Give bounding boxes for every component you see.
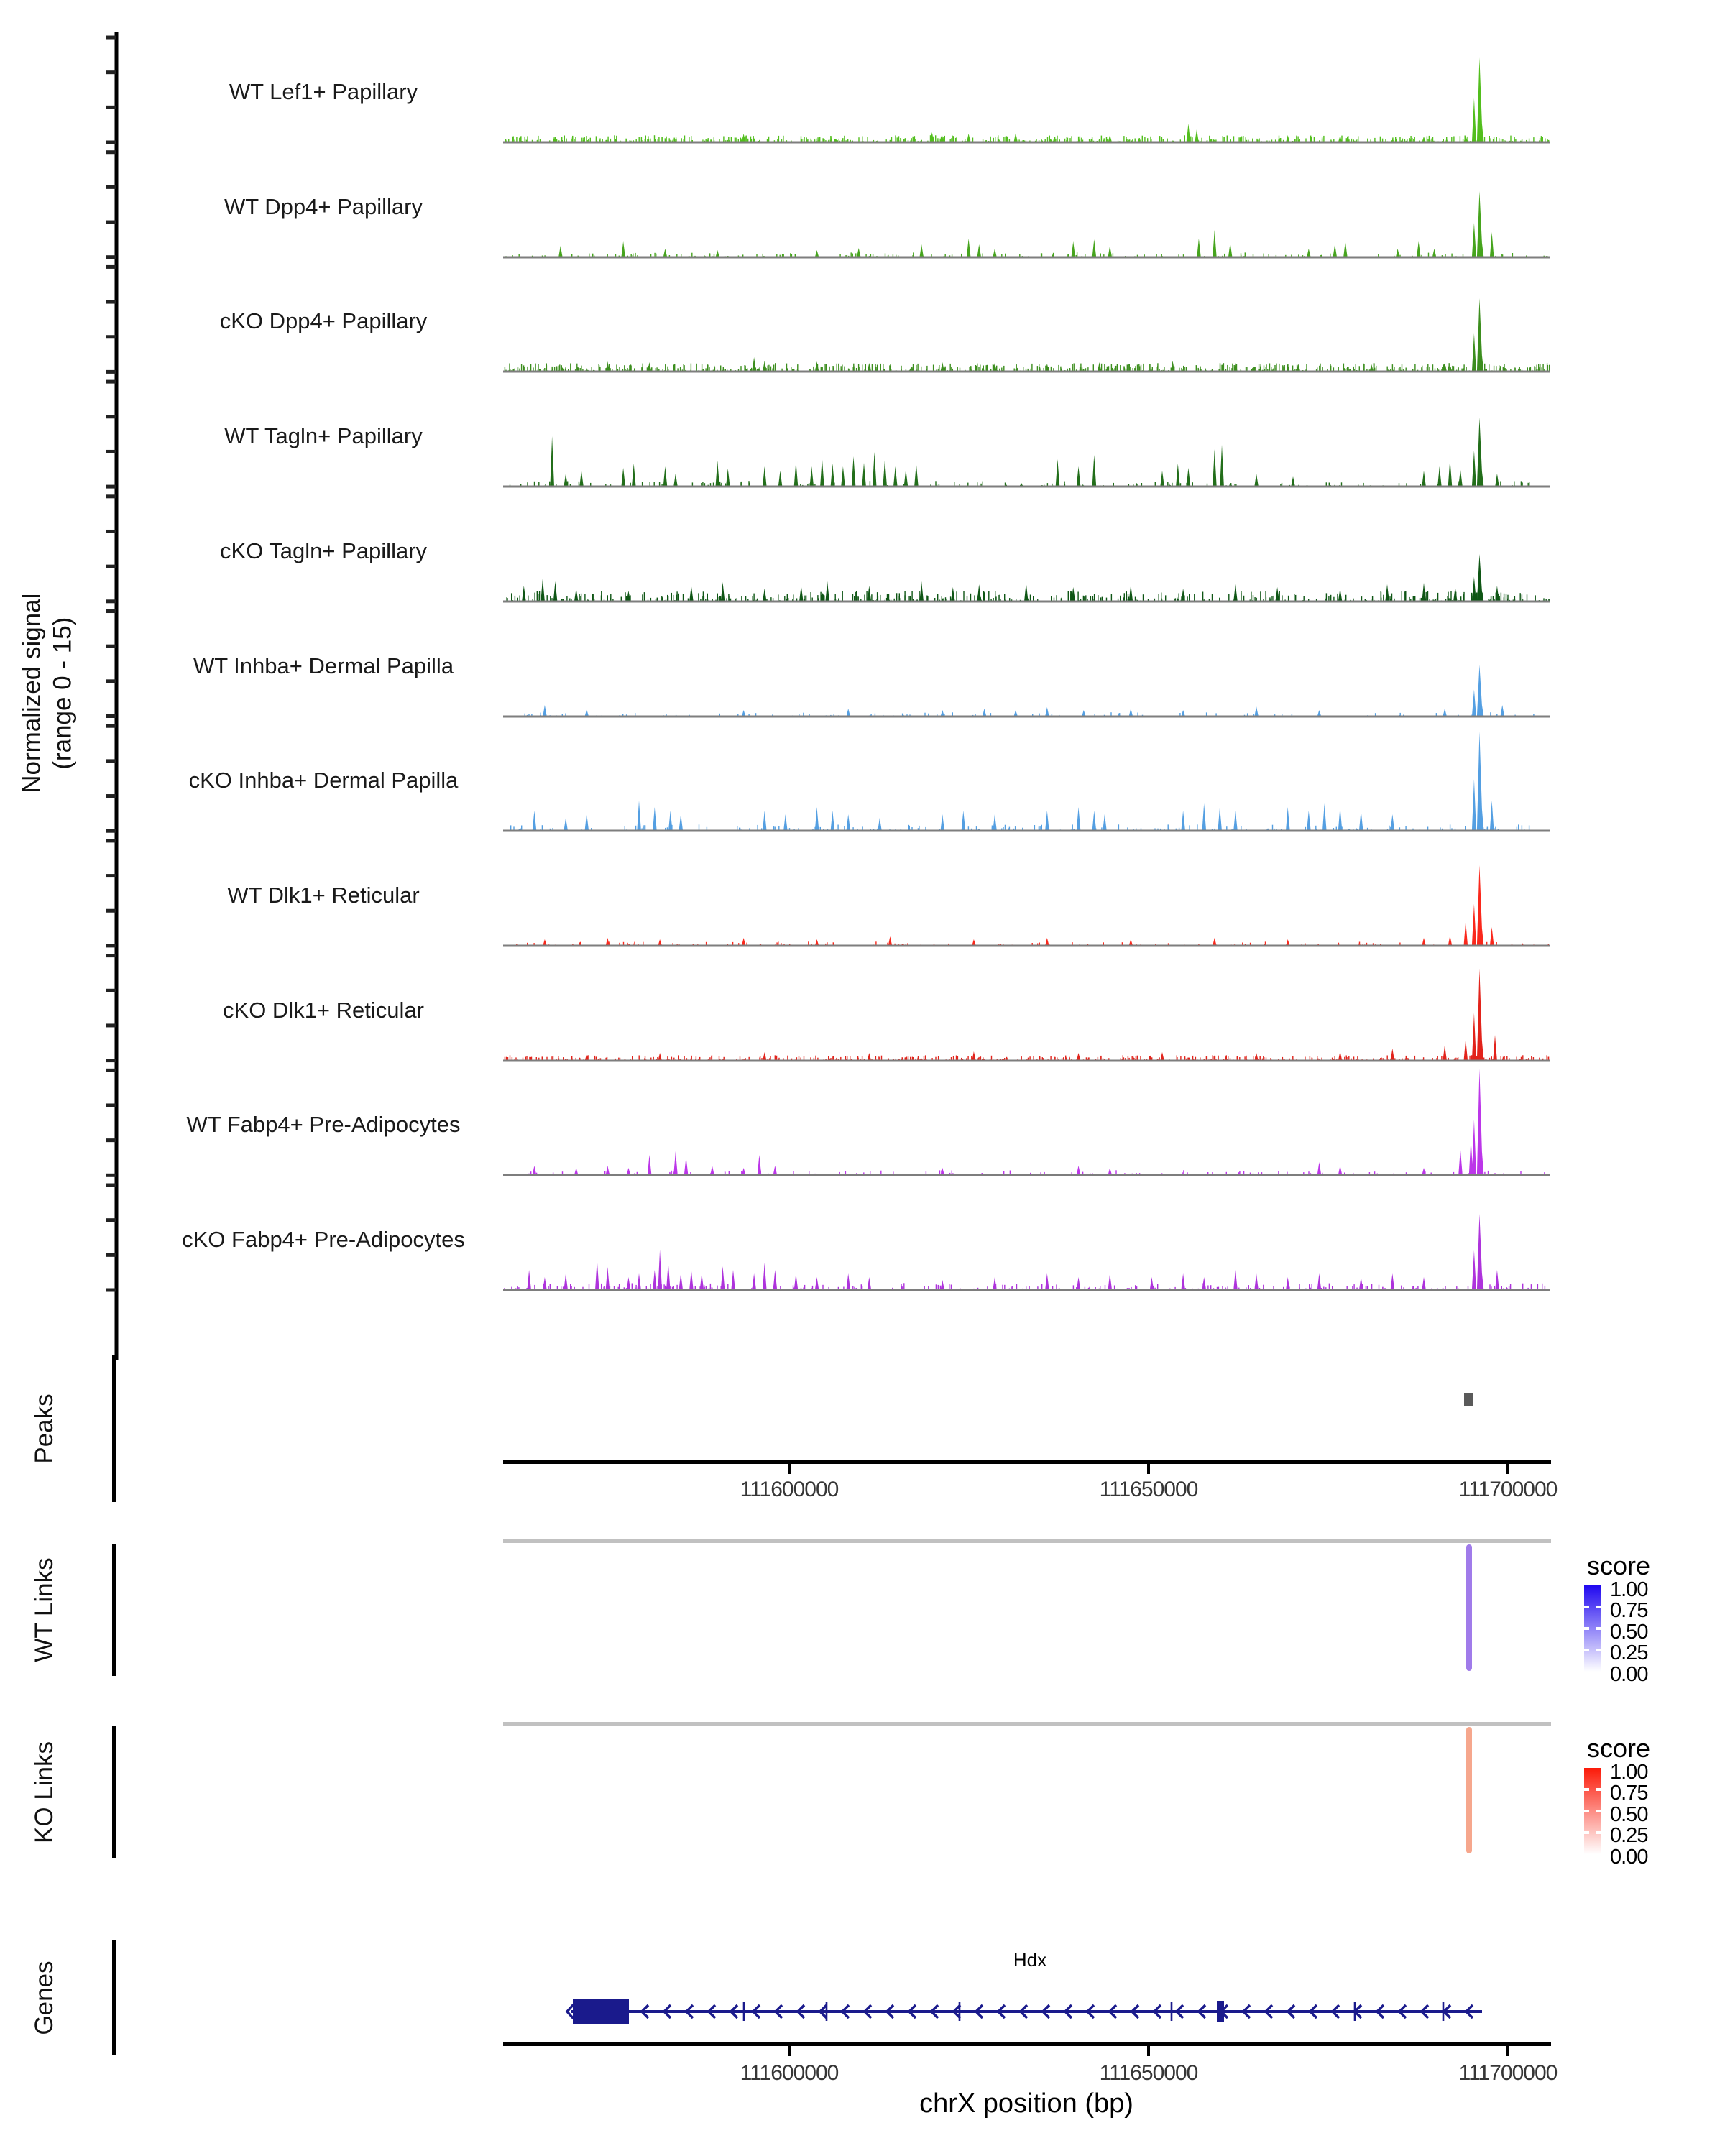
track-signal-11 bbox=[503, 1182, 1550, 1291]
x-axis-title: chrX position (bp) bbox=[919, 2088, 1133, 2119]
signal-y-axis bbox=[86, 29, 121, 1365]
ko-legend-notch bbox=[1596, 1810, 1601, 1812]
bottom-axis-line bbox=[503, 2042, 1551, 2046]
peaks-axis-tick-2 bbox=[1147, 1464, 1150, 1474]
track-label-9: cKO Dlk1+ Reticular bbox=[223, 997, 424, 1023]
bottom-axis-tick-2 bbox=[1147, 2046, 1150, 2056]
ko-legend-tick-075: 0.75 bbox=[1610, 1782, 1648, 1805]
ko-legend-notch bbox=[1584, 1810, 1589, 1812]
y-axis-label-line1: Normalized signal bbox=[17, 593, 46, 793]
wt-legend-notch bbox=[1596, 1627, 1601, 1630]
track-label-1: WT Lef1+ Papillary bbox=[229, 79, 418, 104]
ko-link-line bbox=[1466, 1727, 1472, 1853]
peaks-sidebar bbox=[112, 1355, 116, 1502]
ko-legend-tick-050: 0.50 bbox=[1610, 1803, 1648, 1826]
peaks-axis-ticklabel-2: 111650000 bbox=[1099, 1478, 1198, 1501]
wt-legend-tick-075: 0.75 bbox=[1610, 1599, 1648, 1622]
track-label-10: WT Fabp4+ Pre-Adipocytes bbox=[186, 1112, 461, 1138]
track-label-3: cKO Dpp4+ Papillary bbox=[219, 308, 428, 334]
track-signal-7 bbox=[503, 723, 1550, 832]
peaks-axis-ticklabel-3: 111700000 bbox=[1458, 1478, 1558, 1501]
y-axis-label bbox=[17, 442, 78, 945]
track-label-5: cKO Tagln+ Papillary bbox=[219, 538, 428, 563]
peaks-axis-tick-1 bbox=[788, 1464, 791, 1474]
ko-score-legend-title: score bbox=[1587, 1733, 1651, 1763]
wt-legend-tick-050: 0.50 bbox=[1610, 1621, 1648, 1644]
wt-links-baseline bbox=[503, 1539, 1551, 1543]
bottom-axis-ticklabel-1: 111600000 bbox=[740, 2061, 839, 2085]
wt-legend-notch bbox=[1584, 1649, 1589, 1651]
wt-links-sidebar bbox=[112, 1544, 116, 1676]
track-signal-1 bbox=[503, 34, 1550, 144]
ko-links-sidebar bbox=[112, 1726, 116, 1858]
track-signal-6 bbox=[503, 609, 1550, 718]
peaks-axis-line bbox=[503, 1460, 1551, 1464]
bottom-axis-ticklabel-2: 111650000 bbox=[1099, 2061, 1198, 2085]
wt-score-legend-title: score bbox=[1587, 1551, 1651, 1580]
ko-legend-tick-100: 1.00 bbox=[1610, 1761, 1648, 1784]
wt-legend-tick-000: 0.00 bbox=[1610, 1663, 1648, 1686]
ko-legend-notch bbox=[1584, 1831, 1589, 1834]
peaks-axis-ticklabel-1: 111600000 bbox=[740, 1478, 839, 1501]
ko-links-baseline bbox=[503, 1722, 1551, 1726]
gene-model-hdx bbox=[503, 1988, 1550, 2040]
genes-sidebar bbox=[112, 1940, 116, 2055]
track-label-11: cKO Fabp4+ Pre-Adipocytes bbox=[182, 1227, 465, 1252]
ko-legend-tick-000: 0.00 bbox=[1610, 1846, 1648, 1869]
bottom-axis-tick-1 bbox=[788, 2046, 791, 2056]
track-signal-10 bbox=[503, 1067, 1550, 1176]
track-signal-2 bbox=[503, 149, 1550, 259]
ko-legend-tick-025: 0.25 bbox=[1610, 1824, 1648, 1847]
peak-region-box bbox=[1464, 1393, 1473, 1406]
wt-legend-tick-100: 1.00 bbox=[1610, 1578, 1648, 1601]
track-label-8: WT Dlk1+ Reticular bbox=[227, 882, 420, 908]
track-signal-5 bbox=[503, 494, 1550, 603]
track-label-2: WT Dpp4+ Papillary bbox=[224, 193, 423, 219]
wt-link-line bbox=[1466, 1544, 1472, 1671]
bottom-axis-tick-3 bbox=[1506, 2046, 1509, 2056]
ko-legend-notch bbox=[1584, 1788, 1589, 1791]
wt-legend-notch bbox=[1596, 1649, 1601, 1651]
wt-links-section-label: WT Links bbox=[30, 1557, 58, 1662]
bottom-axis-ticklabel-3: 111700000 bbox=[1458, 2061, 1558, 2085]
y-axis-label-line2: (range 0 - 15) bbox=[48, 617, 76, 770]
wt-legend-tick-025: 0.25 bbox=[1610, 1641, 1648, 1664]
ko-links-section-label: KO Links bbox=[30, 1741, 58, 1843]
ko-legend-notch bbox=[1596, 1831, 1601, 1834]
track-label-7: cKO Inhba+ Dermal Papilla bbox=[188, 768, 459, 793]
wt-legend-notch bbox=[1584, 1606, 1589, 1608]
peaks-axis-tick-3 bbox=[1506, 1464, 1509, 1474]
track-signal-9 bbox=[503, 953, 1550, 1062]
track-signal-8 bbox=[503, 838, 1550, 947]
track-label-6: WT Inhba+ Dermal Papilla bbox=[193, 653, 454, 678]
ko-legend-notch bbox=[1596, 1788, 1601, 1791]
gene-name-label: Hdx bbox=[1013, 1949, 1047, 1971]
track-signal-3 bbox=[503, 264, 1550, 373]
wt-legend-notch bbox=[1596, 1606, 1601, 1608]
wt-legend-notch bbox=[1584, 1627, 1589, 1630]
track-label-4: WT Tagln+ Papillary bbox=[224, 423, 423, 449]
peaks-section-label: Peaks bbox=[30, 1393, 58, 1464]
track-signal-4 bbox=[503, 379, 1550, 488]
genes-section-label: Genes bbox=[30, 1961, 58, 2035]
